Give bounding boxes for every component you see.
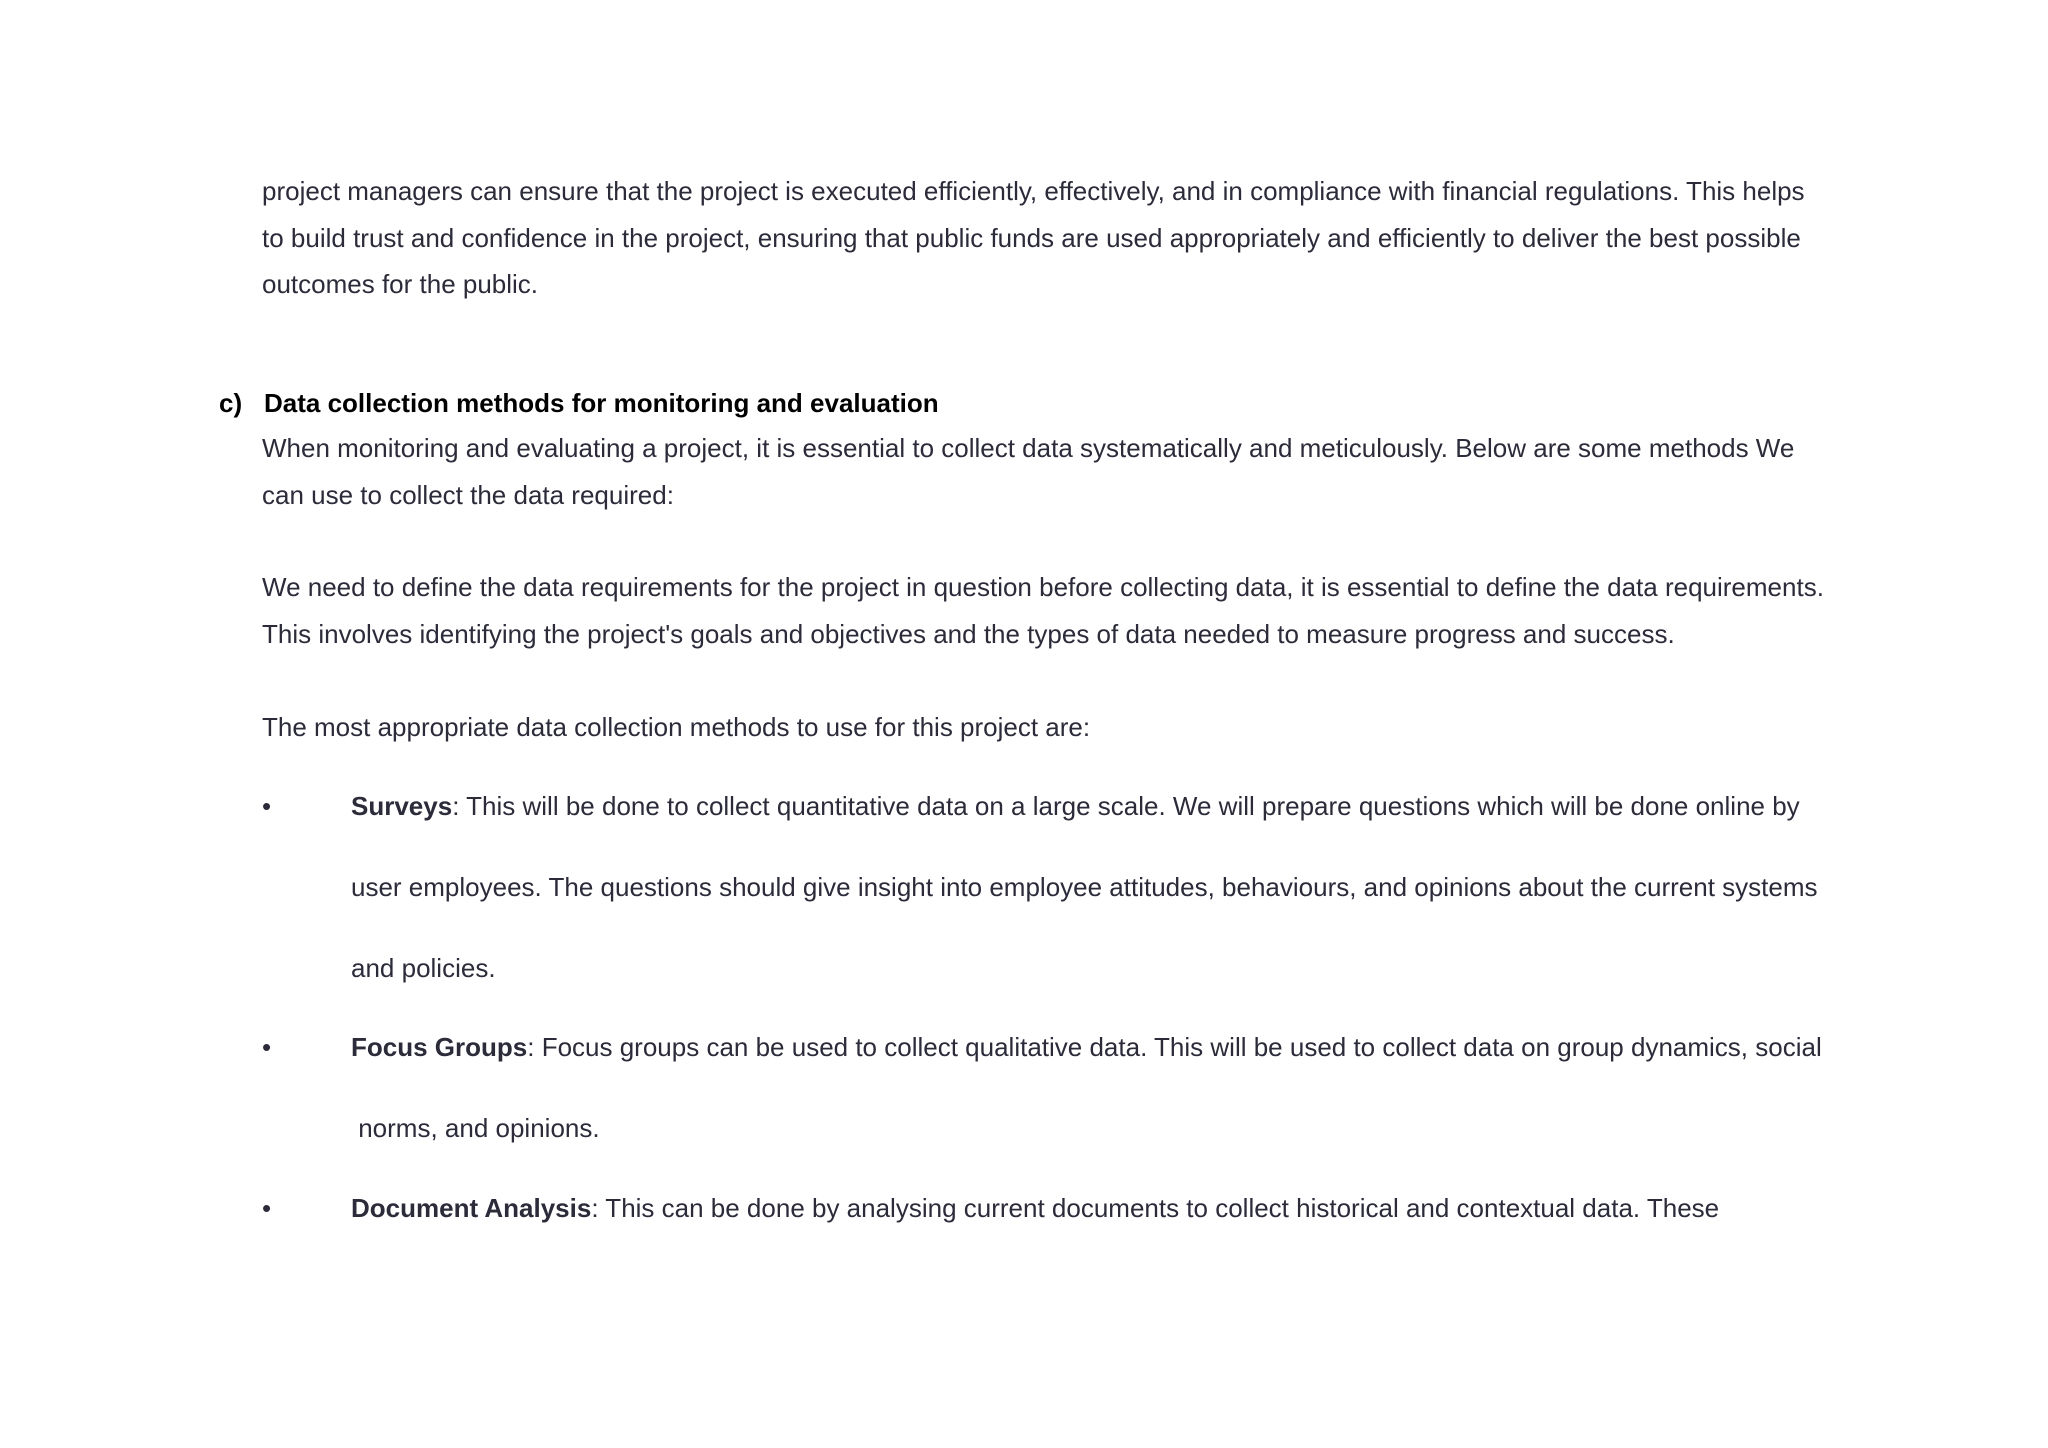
bullet-text: : This will be done to collect quantitative data on a large scale. We will prepare questions which will be done online by bbox=[452, 791, 1800, 821]
intro-line-2: to build trust and confidence in the project, ensuring that public funds are used appropriately and efficiently to deliver the best possible bbox=[262, 222, 1801, 253]
bullet-line bbox=[351, 783, 1818, 864]
bullet-term: Surveys bbox=[351, 791, 453, 821]
para1-line-2: can use to collect the data required: bbox=[262, 479, 674, 510]
bullet-icon: • bbox=[262, 1032, 272, 1062]
section-marker: c) bbox=[219, 388, 243, 418]
bullet-line bbox=[351, 1185, 1719, 1266]
paragraph-data-requirements bbox=[262, 564, 1882, 657]
bullet-line: norms, and opinions. bbox=[351, 1113, 600, 1143]
section-title: Data collection methods for monitoring and evaluation bbox=[264, 388, 939, 418]
bullet-icon: • bbox=[262, 791, 272, 821]
para2-line-2: This involves identifying the project's goals and objectives and the types of data needed to measure progress and success. bbox=[262, 618, 1675, 649]
para1-line-1: When monitoring and evaluating a project, it is essential to collect data systematically and meticulously. Below are some methods We bbox=[262, 433, 1795, 463]
bullet-text: : This can be done by analysing current documents to collect historical and contextual data. These bbox=[591, 1193, 1720, 1223]
bullet-term: Document Analysis bbox=[351, 1193, 592, 1223]
intro-line-1: project managers can ensure that the project is executed efficiently, effectively, and in compliance with financial regulations. This helps bbox=[262, 176, 1805, 206]
paragraph-monitoring bbox=[262, 425, 1882, 518]
intro-paragraph bbox=[262, 168, 1882, 308]
bullet-icon: • bbox=[262, 1193, 272, 1223]
bullet-line: and policies. bbox=[351, 953, 496, 983]
paragraph-methods-intro bbox=[262, 704, 1882, 751]
para3-line-1: The most appropriate data collection methods to use for this project are: bbox=[262, 712, 1091, 742]
bullet-line bbox=[351, 1024, 1822, 1105]
bullet-line: user employees. The questions should give insight into employee attitudes, behaviours, and opinions about the current systems bbox=[351, 872, 1818, 902]
para2-line-1: We need to define the data requirements for the project in question before collecting data, it is essential to define the data requirements. bbox=[262, 572, 1824, 602]
bullet-term: Focus Groups bbox=[351, 1032, 528, 1062]
intro-line-3: outcomes for the public. bbox=[262, 269, 539, 299]
bullet-text: : Focus groups can be used to collect qualitative data. This will be used to collect data on group dynamics, social bbox=[527, 1032, 1822, 1062]
